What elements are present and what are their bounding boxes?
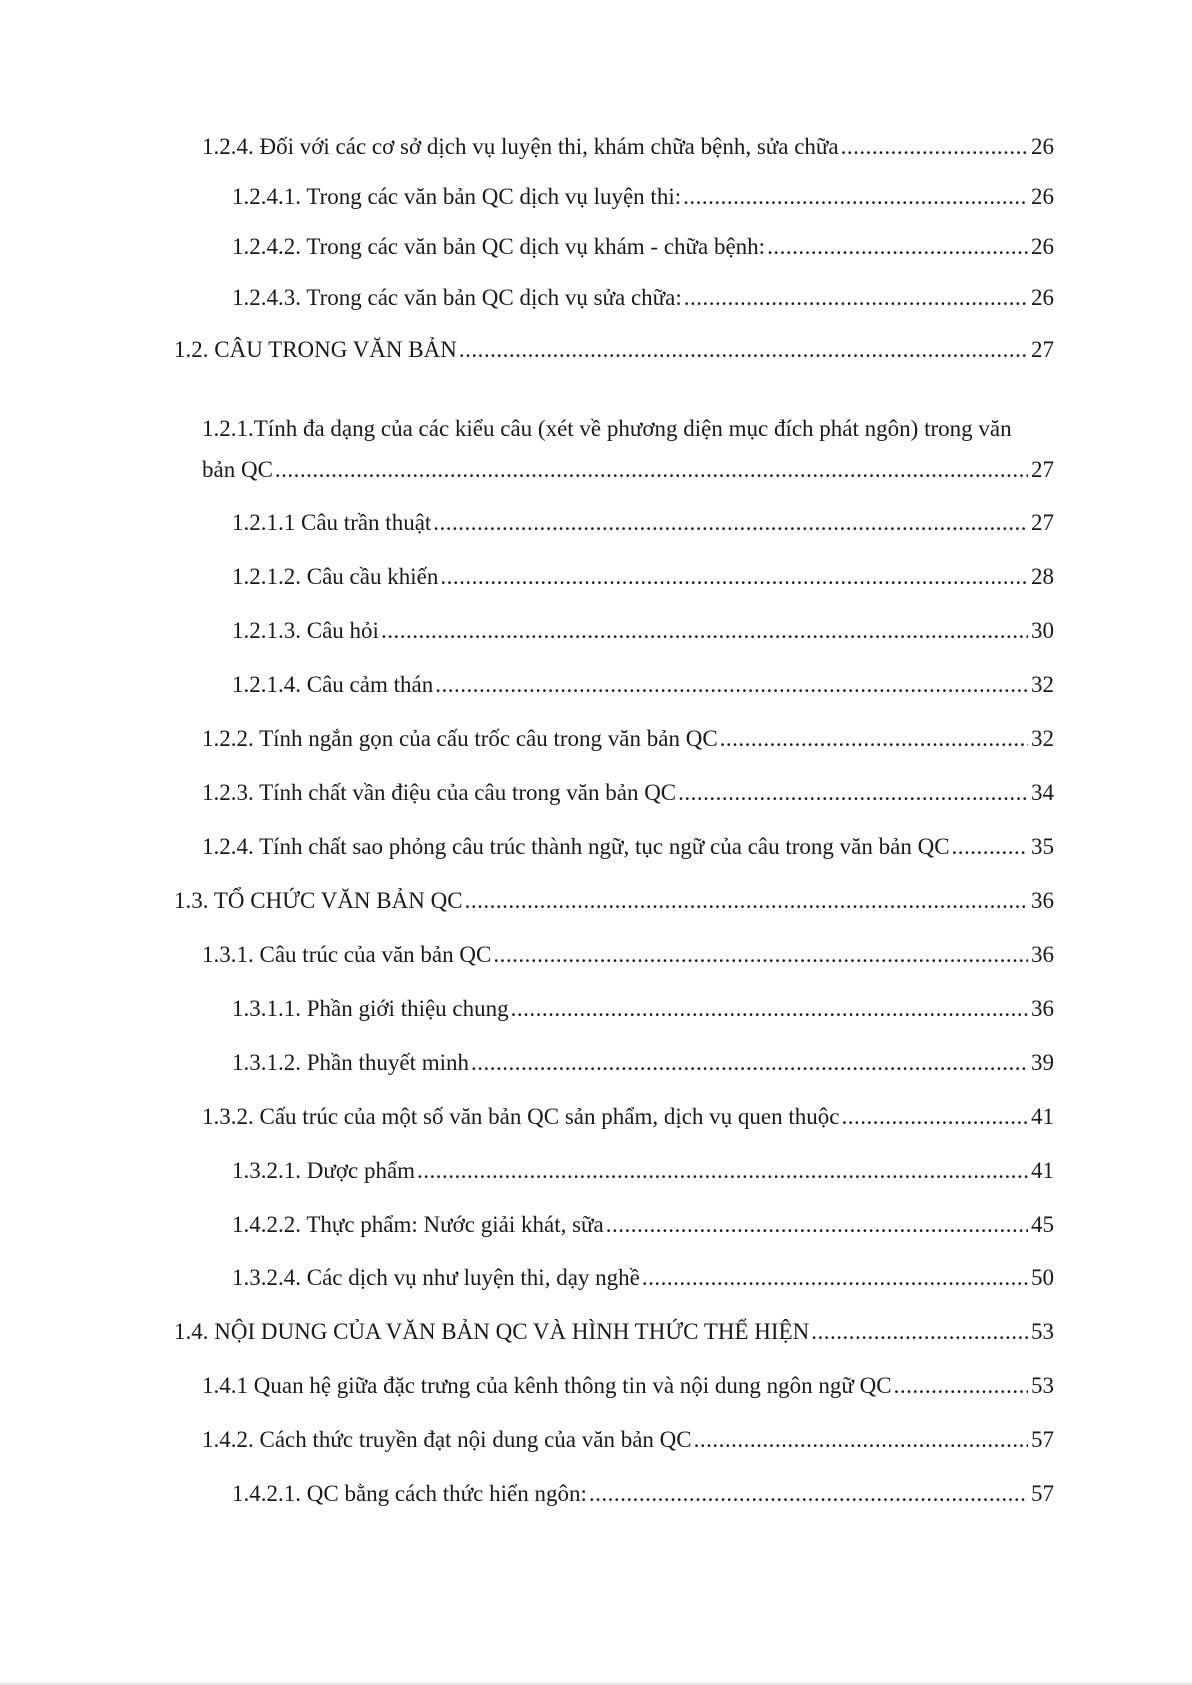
toc-entry-title: 1.2.4. Tính chất sao phỏng câu trúc thành ngữ, tục ngữ của câu trong văn bản QC	[202, 834, 950, 859]
toc-entry-title: 1.2. CÂU TRONG VĂN BẢN	[174, 337, 457, 362]
toc-entry[interactable]	[232, 284, 1054, 312]
toc-entry-title: 1.3.1. Câu trúc của văn bản QC	[202, 942, 492, 967]
toc-leader-dots	[767, 233, 1028, 261]
toc-entry[interactable]	[232, 1049, 1054, 1077]
toc-page-number: 50	[1031, 1265, 1054, 1290]
toc-leader-dots	[589, 1480, 1028, 1508]
toc-entry[interactable]	[202, 941, 1054, 969]
toc-entry-continuation[interactable]	[202, 456, 1054, 484]
toc-page-number: 26	[1031, 234, 1054, 259]
toc-entry-title: 1.3.1.2. Phần thuyết minh	[232, 1050, 470, 1075]
toc-entry-title: 1.2.1.1 Câu trần thuật	[232, 510, 432, 535]
toc-leader-dots	[381, 617, 1028, 645]
toc-leader-dots	[720, 725, 1028, 753]
toc-leader-dots	[842, 1103, 1029, 1131]
toc-leader-dots	[642, 1264, 1028, 1292]
toc-entry[interactable]	[174, 336, 1054, 364]
toc-entry[interactable]	[202, 725, 1054, 753]
toc-entry[interactable]	[202, 1372, 1054, 1400]
toc-page-number: 39	[1031, 1050, 1054, 1075]
toc-entry-title: 1.3.1.1. Phần giới thiệu chung	[232, 996, 509, 1021]
toc-page-number: 30	[1031, 618, 1054, 643]
toc-page-number: 27	[1031, 510, 1054, 535]
toc-entry[interactable]	[202, 779, 1054, 807]
toc-page-number: 26	[1031, 184, 1054, 209]
toc-leader-dots	[435, 671, 1028, 699]
toc-entry-title: 1.2.4. Đối với các cơ sở dịch vụ luyện thi, khám chữa bệnh, sửa chữa	[202, 134, 839, 159]
toc-entry[interactable]	[202, 133, 1054, 161]
toc-leader-dots	[493, 941, 1028, 969]
toc-entry-title-line1: 1.2.1.Tính đa dạng của các kiểu câu (xét về phương diện mục đích phát ngôn) trong văn	[202, 416, 1012, 441]
toc-entry-title: 1.2.1.2. Câu cầu khiến	[232, 564, 439, 589]
toc-page-number: 27	[1031, 337, 1054, 362]
toc-entry[interactable]	[232, 1480, 1054, 1508]
toc-page-number: 34	[1031, 780, 1054, 805]
toc-entry[interactable]	[232, 1157, 1054, 1185]
toc-entry[interactable]	[174, 887, 1054, 915]
toc-page-number: 36	[1031, 942, 1054, 967]
toc-entry-title: 1.2.3. Tính chất vần điệu của câu trong văn bản QC	[202, 780, 677, 805]
toc-entry-title: 1.2.4.2. Trong các văn bản QC dịch vụ khám - chữa bệnh:	[232, 234, 766, 259]
toc-entry-title: 1.2.2. Tính ngắn gọn của cấu trốc câu trong văn bản QC	[202, 726, 718, 751]
toc-leader-dots	[459, 336, 1028, 364]
toc-leader-dots	[678, 779, 1028, 807]
toc-page-number: 53	[1031, 1373, 1054, 1398]
toc-entry-multiline[interactable]	[202, 415, 1054, 443]
toc-leader-dots	[683, 183, 1028, 211]
toc-entry-title: 1.2.1.3. Câu hỏi	[232, 618, 379, 643]
toc-leader-dots	[511, 995, 1028, 1023]
toc-entry[interactable]	[202, 833, 1054, 861]
toc-page-number: 32	[1031, 726, 1054, 751]
toc-entry-title: 1.2.4.1. Trong các văn bản QC dịch vụ luyện thi:	[232, 184, 682, 209]
toc-entry-title-line2: bản QC	[202, 457, 273, 482]
toc-entry[interactable]	[232, 183, 1054, 211]
toc-entry-title: 1.2.1.4. Câu cảm thán	[232, 672, 434, 697]
toc-page-number: 26	[1031, 285, 1054, 310]
toc-entry-title: 1.4. NỘI DUNG CỦA VĂN BẢN QC VÀ HÌNH THỨC THỂ HIỆN	[174, 1319, 810, 1344]
toc-leader-dots	[684, 284, 1028, 312]
toc-entry-title: 1.3.2.4. Các dịch vụ như luyện thi, dạy nghề	[232, 1265, 640, 1290]
toc-leader-dots	[440, 563, 1028, 591]
toc-page-number: 36	[1031, 888, 1054, 913]
toc-entry[interactable]	[202, 1426, 1054, 1454]
toc-entry-title: 1.4.2.1. QC bằng cách thức hiển ngôn:	[232, 1481, 587, 1506]
toc-page-number: 45	[1031, 1212, 1054, 1237]
toc-entry-title: 1.3.2. Cấu trúc của một số văn bản QC sản phẩm, dịch vụ quen thuộc	[202, 1104, 840, 1129]
toc-page-number: 32	[1031, 672, 1054, 697]
toc-entry[interactable]	[232, 995, 1054, 1023]
toc-page-number: 41	[1031, 1104, 1054, 1129]
toc-page-number: 57	[1031, 1427, 1054, 1452]
toc-leader-dots	[417, 1157, 1028, 1185]
toc-entry[interactable]	[232, 1211, 1054, 1239]
toc-leader-dots	[841, 133, 1028, 161]
toc-entry[interactable]	[232, 233, 1054, 261]
toc-entry-title: 1.3.2.1. Dược phẩm	[232, 1158, 416, 1183]
toc-page-number: 26	[1031, 134, 1054, 159]
toc-entry[interactable]	[202, 1103, 1054, 1131]
toc-entry[interactable]	[232, 617, 1054, 645]
toc-leader-dots	[811, 1318, 1028, 1346]
toc-entry[interactable]	[232, 563, 1054, 591]
toc-entry-title: 1.4.2. Cách thức truyền đạt nội dung của văn bản QC	[202, 1427, 692, 1452]
toc-leader-dots	[694, 1426, 1028, 1454]
toc-entry-title: 1.3. TỔ CHỨC VĂN BẢN QC	[174, 888, 463, 913]
toc-leader-dots	[275, 456, 1028, 484]
toc-page-number: 28	[1031, 564, 1054, 589]
toc-leader-dots	[465, 887, 1028, 915]
toc-entry[interactable]	[232, 509, 1054, 537]
toc-entry-title: 1.4.1 Quan hệ giữa đặc trưng của kênh thông tin và nội dung ngôn ngữ QC	[202, 1373, 892, 1398]
toc-entry-title: 1.4.2.2. Thực phẩm: Nước giải khát, sữa	[232, 1212, 604, 1237]
toc-page-number: 27	[1031, 457, 1054, 482]
toc-page-number: 53	[1031, 1319, 1054, 1344]
toc-page-number: 41	[1031, 1158, 1054, 1183]
toc-leader-dots	[894, 1372, 1028, 1400]
toc-leader-dots	[606, 1211, 1028, 1239]
toc-leader-dots	[471, 1049, 1028, 1077]
toc-leader-dots	[952, 833, 1028, 861]
toc-page-number: 35	[1031, 834, 1054, 859]
toc-entry[interactable]	[232, 1264, 1054, 1292]
toc-leader-dots	[433, 509, 1028, 537]
toc-page-number: 36	[1031, 996, 1054, 1021]
toc-entry[interactable]	[174, 1318, 1054, 1346]
toc-entry[interactable]	[232, 671, 1054, 699]
toc-entry-title: 1.2.4.3. Trong các văn bản QC dịch vụ sửa chữa:	[232, 285, 682, 310]
toc-page-number: 57	[1031, 1481, 1054, 1506]
